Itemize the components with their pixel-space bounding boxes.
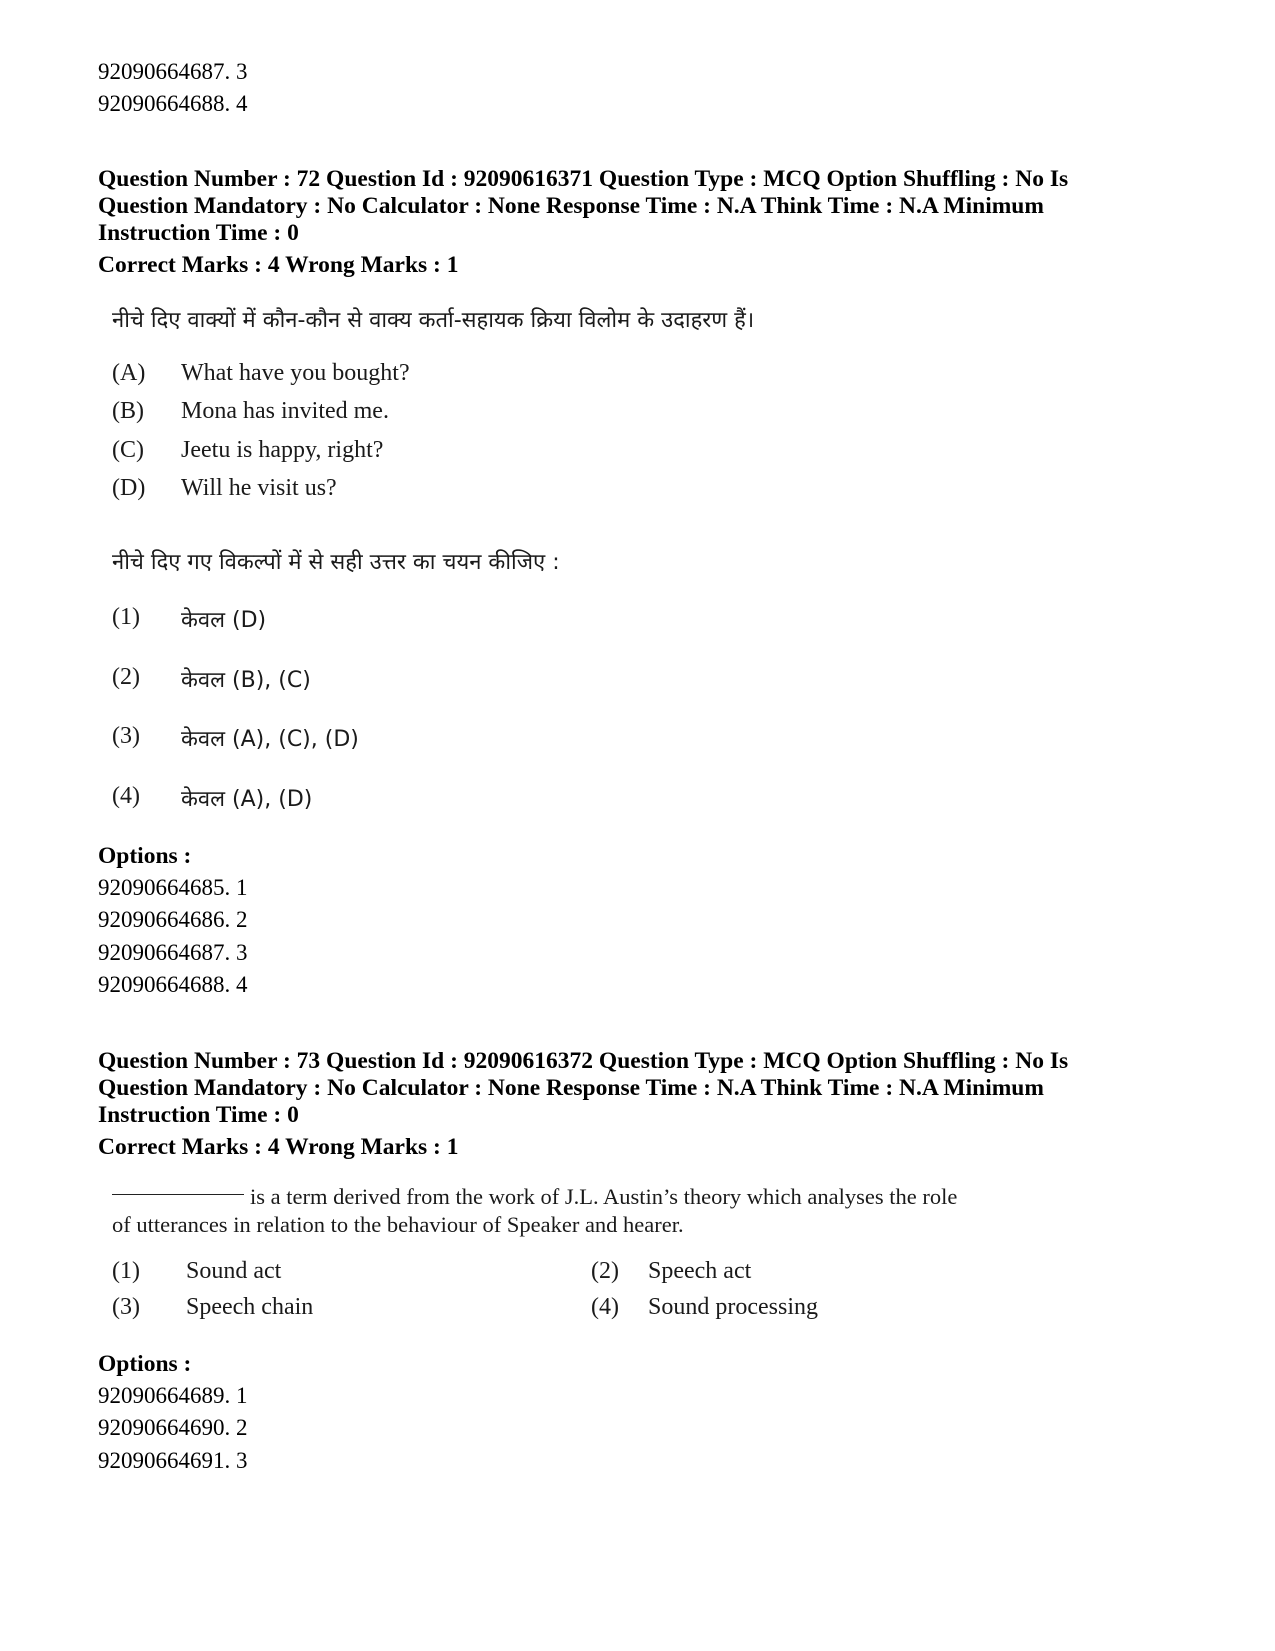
q72-options-title: Options : xyxy=(98,843,192,869)
q72-stem: नीचे दिए वाक्यों में कौन-कौन से वाक्य कर्ता-सहायक क्रिया विलोम के उदाहरण हैं। xyxy=(112,308,755,333)
q72-choice-label: (1) xyxy=(112,604,140,630)
option-line: 92090664690. 2 xyxy=(98,1415,248,1440)
option-line: 92090664691. 3 xyxy=(98,1448,248,1473)
q72-header-line-3: Instruction Time : 0 xyxy=(98,220,299,246)
q72-statement-label: (B) xyxy=(112,398,144,424)
q72-statement-label: (A) xyxy=(112,360,146,386)
q73-choice-label: (3) xyxy=(112,1294,140,1320)
q72-choice-text: केवल (A), (C), (D) xyxy=(181,727,359,752)
q73-choice-text: Sound act xyxy=(186,1258,282,1284)
q72-header-line-1: Question Number : 72 Question Id : 92090616371 Question Type : MCQ Option Shuffling : No Is xyxy=(98,166,1069,192)
q73-stem-text-1: is a term derived from the work of J.L. Austin’s theory which analyses the role xyxy=(250,1184,958,1209)
q73-header-line-3: Instruction Time : 0 xyxy=(98,1102,299,1128)
q72-choice-text: केवल (B), (C) xyxy=(181,668,311,693)
q73-choice-text: Speech chain xyxy=(186,1294,314,1320)
option-line: 92090664687. 3 xyxy=(98,940,248,965)
q72-statement-label: (D) xyxy=(112,475,146,501)
q73-header-line-2: Question Mandatory : No Calculator : None Response Time : N.A Think Time : N.A Minimum xyxy=(98,1075,1044,1101)
q73-header-line-1: Question Number : 73 Question Id : 92090616372 Question Type : MCQ Option Shuffling : No Is xyxy=(98,1048,1069,1074)
option-line: 92090664687. 3 xyxy=(98,59,248,84)
q72-statement-text: Mona has invited me. xyxy=(181,398,389,424)
option-line: 92090664688. 4 xyxy=(98,972,248,997)
q73-stem-line-1 xyxy=(112,1184,957,1210)
q72-statement-text: Jeetu is happy, right? xyxy=(181,437,384,463)
q72-choice-label: (2) xyxy=(112,664,140,690)
q72-statement-label: (C) xyxy=(112,437,144,463)
q73-choice-label: (2) xyxy=(591,1258,619,1284)
q72-marks: Correct Marks : 4 Wrong Marks : 1 xyxy=(98,252,459,278)
q72-choice-label: (3) xyxy=(112,723,140,749)
q73-stem-line-2: of utterances in relation to the behaviour of Speaker and hearer. xyxy=(112,1212,684,1237)
q72-statement-text: Will he visit us? xyxy=(181,475,337,501)
option-line: 92090664689. 1 xyxy=(98,1383,248,1408)
q73-choice-text: Sound processing xyxy=(648,1294,818,1320)
q73-choice-text: Speech act xyxy=(648,1258,752,1284)
q72-choose-prompt: नीचे दिए गए विकल्पों में से सही उत्तर का चयन कीजिए : xyxy=(112,550,560,575)
option-line: 92090664686. 2 xyxy=(98,907,248,932)
q73-marks: Correct Marks : 4 Wrong Marks : 1 xyxy=(98,1134,459,1160)
option-line: 92090664685. 1 xyxy=(98,875,248,900)
q72-choice-text: केवल (D) xyxy=(181,608,267,633)
q73-choice-label: (1) xyxy=(112,1258,140,1284)
q72-choice-label: (4) xyxy=(112,783,140,809)
q72-statement-text: What have you bought? xyxy=(181,360,410,386)
q73-options-title: Options : xyxy=(98,1351,192,1377)
q73-choice-label: (4) xyxy=(591,1294,619,1320)
answer-blank xyxy=(112,1194,244,1195)
q72-header-line-2: Question Mandatory : No Calculator : None Response Time : N.A Think Time : N.A Minimum xyxy=(98,193,1044,219)
option-line: 92090664688. 4 xyxy=(98,91,248,116)
q72-choice-text: केवल (A), (D) xyxy=(181,787,313,812)
